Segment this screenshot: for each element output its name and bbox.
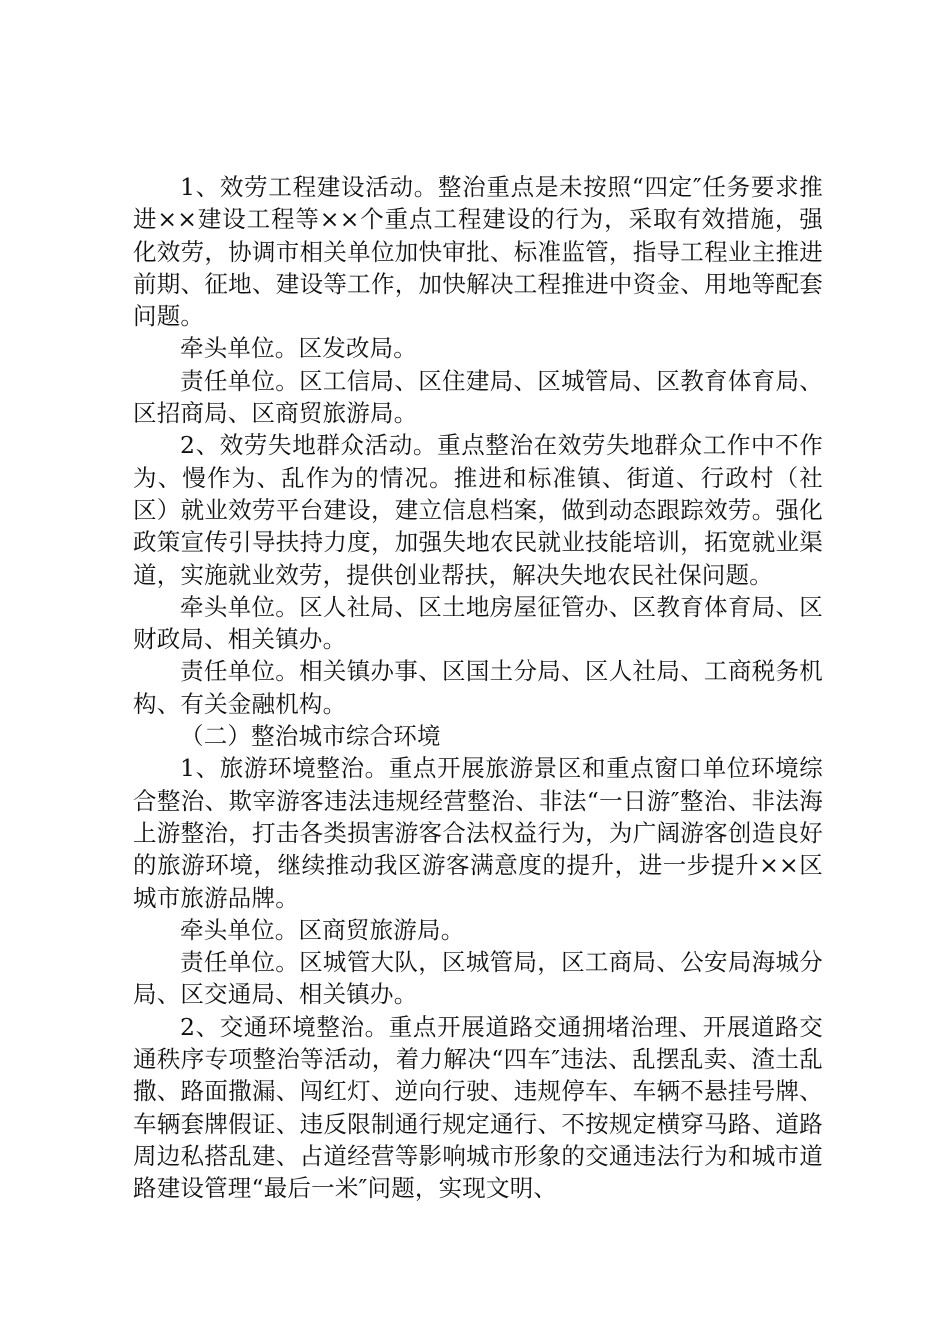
paragraph-project-service: 1、效劳工程建设活动。整治重点是未按照“四定″任务要求推进××建设工程等××个重点工程建设的行为，采取有效措施，强化效劳，协调市相关单位加快审批、标准监管，指导工程业主推进前期、征地、建设等工作，加快解决工程推进中资金、用地等配套问题。	[133, 173, 823, 331]
paragraph-lead-unit: 牵头单位。区人社局、区土地房屋征管办、区教育体育局、区财政局、相关镇办。	[133, 592, 823, 654]
document-body	[133, 171, 823, 1205]
section-heading: （二）整治城市综合环境	[180, 722, 441, 751]
paragraph-traffic: 2、交通环境整治。重点开展道路交通拥堵治理、开展道路交通秩序专项整治等活动，着力解决“四车″违法、乱摆乱卖、渣土乱撒、路面撒漏、闯红灯、逆向行驶、违规停车、车辆不悬挂号牌、车辆套牌假证、违反限制通行规定通行、不按规定横穿马路、道路周边私搭乱建、占道经营等影响城市形象的交通违法行为和城市道路建设管理“最后一米″问题，实现文明、	[133, 1012, 823, 1203]
paragraph-responsible-unit: 责任单位。区城管大队，区城管局，区工商局、公安局海城分局、区交通局、相关镇办。	[133, 948, 823, 1009]
paragraph-responsible-unit: 责任单位。相关镇办事、区国土分局、区人社局、工商税务机构、有关金融机构。	[133, 657, 823, 718]
paragraph-tourism: 1、旅游环境整治。重点开展旅游景区和重点窗口单位环境综合整治、欺宰游客违法违规经营整治、非法“一日游″整治、非法海上游整治，打击各类损害游客合法权益行为，为广阔游客创造良好的旅游环境，继续推动我区游客满意度的提升，进一步提升××区城市旅游品牌。	[133, 754, 823, 912]
paragraph-lead-unit: 牵头单位。区发改局。	[180, 334, 417, 363]
paragraph-landless-service: 2、效劳失地群众活动。重点整治在效劳失地群众工作中不作为、慢作为、乱作为的情况。推进和标准镇、街道、行政村（社区）就业效劳平台建设，建立信息档案，做到动态跟踪效劳。强化政策宣传引导扶持力度，加强失地农民就业技能培训，拓宽就业渠道，实施就业效劳，提供创业帮扶，解决失地农民社保问题。	[133, 431, 823, 589]
paragraph-lead-unit: 牵头单位。区商贸旅游局。	[180, 915, 465, 944]
paragraph-responsible-unit: 责任单位。区工信局、区住建局、区城管局、区教育体育局、区招商局、区商贸旅游局。	[133, 366, 823, 428]
